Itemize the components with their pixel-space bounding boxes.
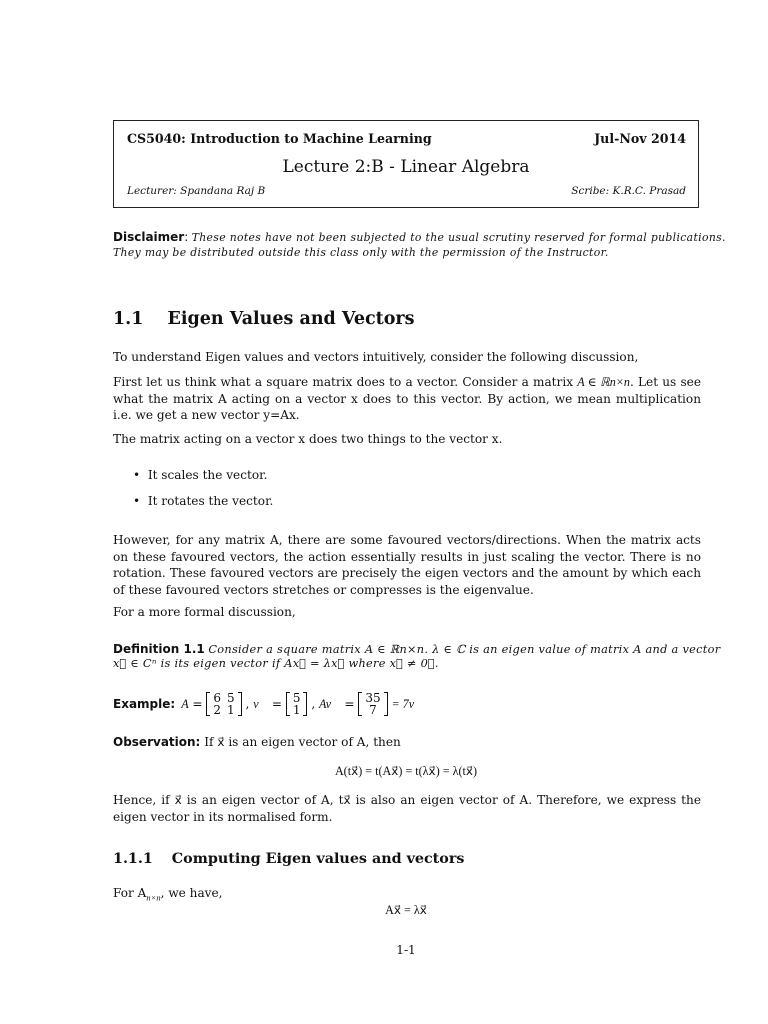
definition-line-2: x⃗ ∈ Cⁿ is its eigen vector if Ax⃗ = λx⃗ where x⃗ ≠ 0⃗.: [113, 657, 439, 670]
observation-label: Observation:: [113, 735, 201, 749]
definition-line-1: Consider a square matrix A ∈ ℝn×n. λ ∈ ℂ is an eigen value of matrix A and a vector: [208, 643, 721, 656]
paragraph-favoured-vectors: However, for any matrix A, there are some favoured vectors/directions. When the matrix acts on these favoured vectors, the action essentially results in just scaling the vector. There is no rotation. These favoured vectors are precisely the eigen vectors and the amount by which each of these favoured vectors stretches or compresses is the eigenvalue.: [113, 533, 701, 597]
scribe: Scribe: K.R.C. Prasad: [571, 185, 686, 197]
final-equation: Ax⃗ = λx⃗: [385, 903, 427, 917]
vector-Av: 35 7: [358, 692, 387, 716]
math-A-in-Rnxn: A ∈ ℝn×n: [577, 375, 630, 389]
subsection-number: 1.1.1: [113, 851, 153, 867]
lecturer: Lecturer: Spandana Raj B: [127, 185, 266, 197]
subsection-heading: [113, 851, 464, 867]
page-number: 1-1: [396, 943, 416, 957]
disclaimer-line-1: These notes have not been subjected to the usual scrutiny reserved for formal publications.: [191, 231, 726, 244]
paragraph-for-A: For $A_{n\times n}$, we have,: [113, 886, 223, 903]
definition: [113, 642, 720, 656]
observation-equation: A(tx⃗) = t(Ax⃗) = t(λx⃗) = λ(tx⃗): [334, 764, 478, 778]
bullet-item: • It scales the vector.: [133, 468, 268, 482]
observation: [113, 735, 401, 749]
vector-v: 5 1: [286, 692, 308, 716]
section-title: Eigen Values and Vectors: [167, 309, 415, 329]
disclaimer: Disclaimer: These notes have not been subjected to the usual scrutiny reserved for formal publications.: [113, 230, 726, 244]
disclaimer-line-2: They may be distributed outside this class only with the permission of the Instructor.: [113, 246, 609, 259]
lecture-title: Lecture 2:B - Linear Algebra: [282, 157, 530, 177]
matrix-A: 6 5 2 1: [206, 692, 241, 716]
example: Example: A = 6 5 2 1 , v⃗ = 5 1 , Av⃗ = 35 7 = 7v⃗: [113, 691, 424, 717]
observation-text: If x⃗ is an eigen vector of A, then: [204, 735, 401, 749]
paragraph-normalised: Hence, if x⃗ is an eigen vector of A, tx⃗ is also an eigen vector of A. Therefore, we express the eigen vector in its normalised form.: [113, 793, 701, 824]
paragraph-formal: For a more formal discussion,: [113, 605, 296, 619]
disclaimer-label: Disclaimer: [113, 230, 185, 244]
term: Jul-Nov 2014: [594, 131, 686, 146]
course-title: CS5040: Introduction to Machine Learning: [127, 131, 432, 146]
example-label: Example:: [113, 697, 176, 711]
paragraph-two-things: The matrix acting on a vector x does two things to the vector x.: [113, 432, 503, 446]
definition-label: Definition 1.1: [113, 642, 205, 656]
bullet-item: • It rotates the vector.: [133, 494, 274, 508]
example-result: = 7v⃗: [391, 696, 424, 711]
section-number: 1.1: [113, 309, 144, 329]
section-heading: [113, 309, 414, 329]
intro-paragraph: To understand Eigen values and vectors intuitively, consider the following discussion,: [113, 350, 639, 364]
paragraph-square-matrix: First let us think what a square matrix does to a vector. Consider a matrix A ∈ ℝn×n. Let us see what the matrix A acting on a vector x does to this vector. By action, we mean multiplication i.e. we get a new vector y=Ax.: [113, 375, 701, 422]
subsection-title: Computing Eigen values and vectors: [171, 851, 465, 867]
